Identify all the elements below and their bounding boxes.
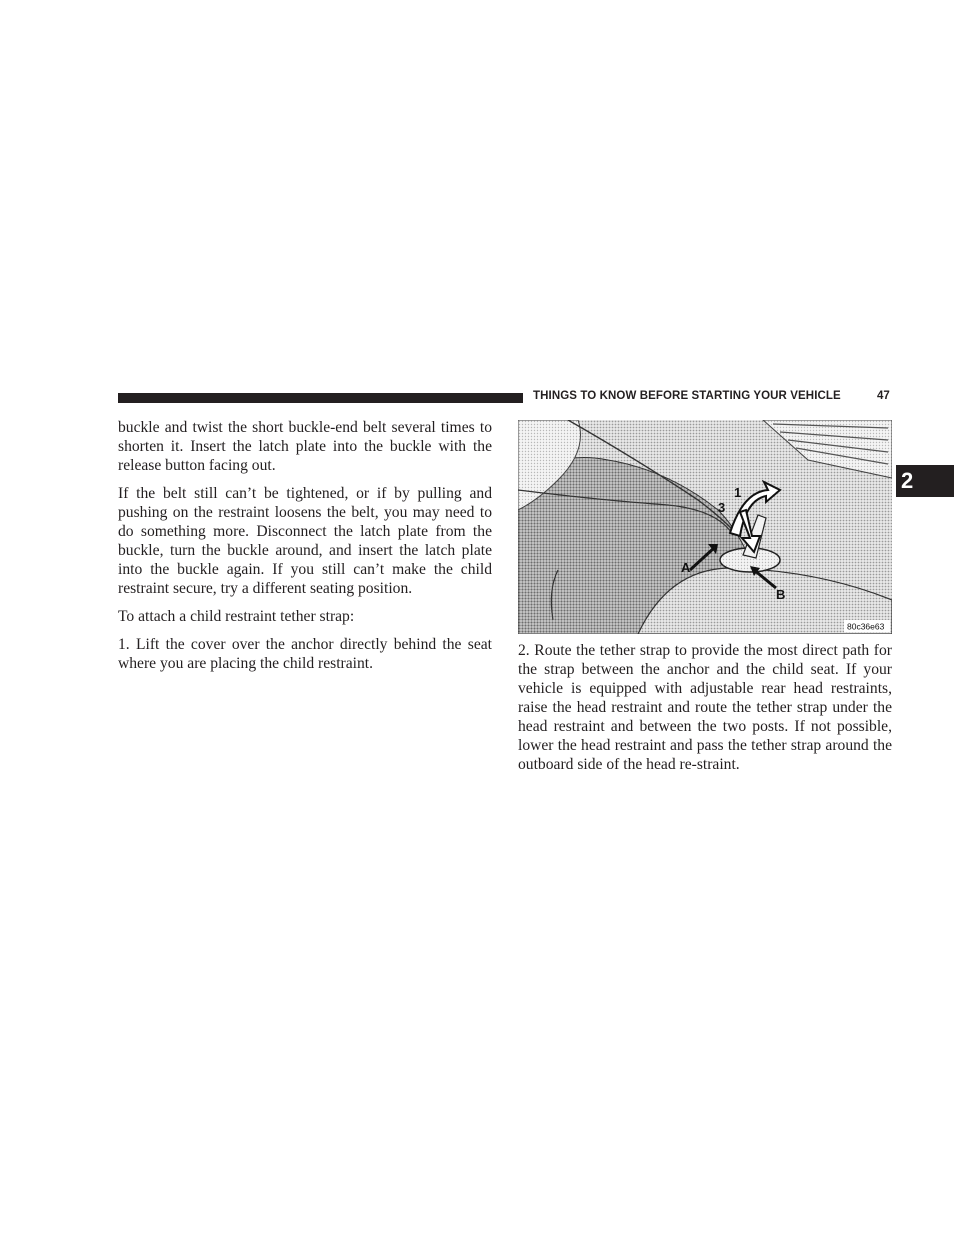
callout-1: 1 xyxy=(734,485,742,500)
callout-a: A xyxy=(681,560,691,575)
figure-code: 80c36e63 xyxy=(847,621,885,632)
tether-anchor-illustration xyxy=(518,420,892,634)
paragraph: If the belt still can’t be tightened, or if by pulling and pushing on the restraint loosens the belt, you may need to do something more. Disconnect the latch plate from the buckle, turn the buckle around, and insert the latch plate into the buckle again. If you still can’t make the child restraint secure, try a different seating position. xyxy=(118,485,492,597)
paragraph: To attach a child restraint tether strap: xyxy=(118,608,355,625)
left-column xyxy=(118,418,492,682)
paragraph: buckle and twist the short buckle-end belt several times to shorten it. Insert the latch plate into the buckle with the release button facing out. xyxy=(118,419,492,474)
paragraph: 2. Route the tether strap to provide the most direct path for the strap between the anchor and the child seat. If your vehicle is equipped with adjustable rear head restraints, raise the head restraint and route the tether strap under the head restraint and between the two posts. If not possible, lower the head restraint and pass the tether strap around the outboard side of the head re-straint. xyxy=(518,642,892,773)
right-column xyxy=(518,641,892,783)
paragraph: 1. Lift the cover over the anchor directly behind the seat where you are placing the child restraint. xyxy=(118,636,492,672)
header-rule xyxy=(118,393,523,403)
callout-b: B xyxy=(776,587,786,602)
page-number: 47 xyxy=(877,390,890,402)
chapter-tab: 2 xyxy=(896,465,954,497)
callout-3: 3 xyxy=(718,500,726,515)
section-title: THINGS TO KNOW BEFORE STARTING YOUR VEHICLE xyxy=(533,390,841,402)
